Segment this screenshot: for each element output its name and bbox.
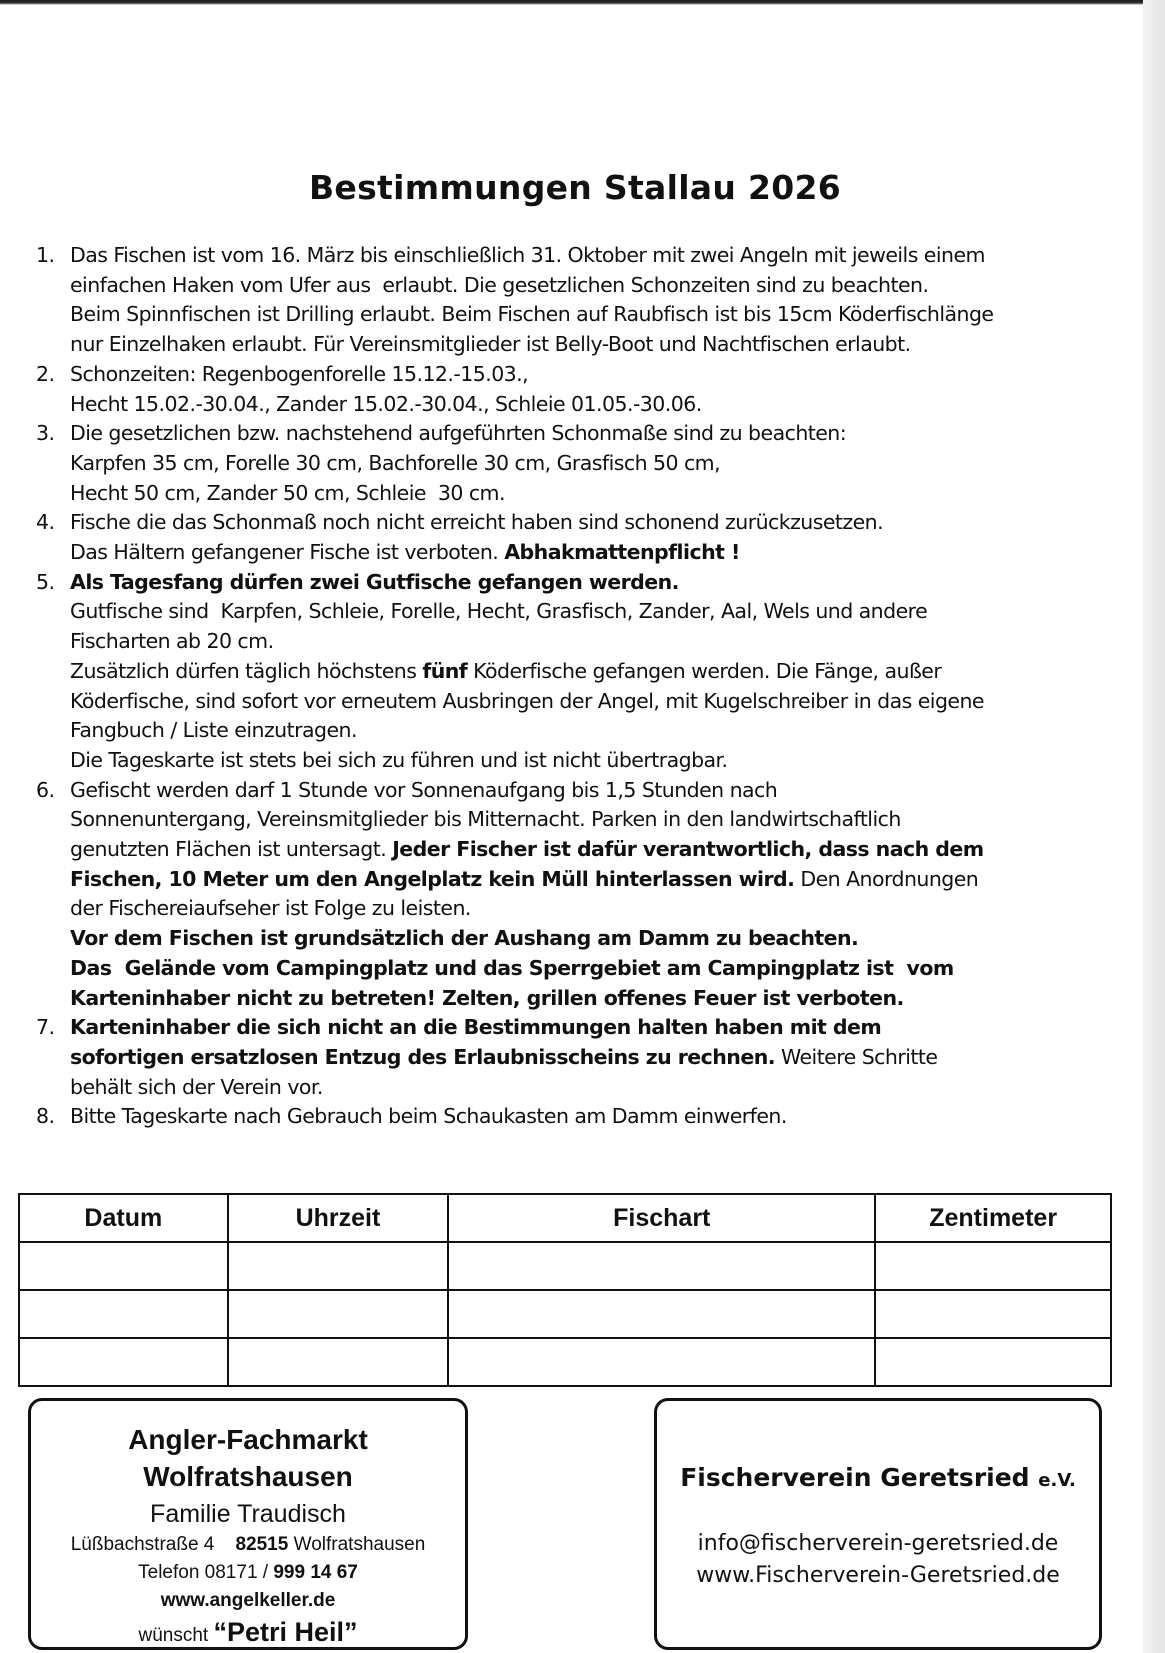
rule-segment: Die gesetzlichen bzw. nachstehend aufgeführten Schonmaße sind zu beachten: — [70, 421, 847, 446]
rule-emphasis: Karteninhaber nicht zu betreten! Zelten, grillen offenes Feuer ist verboten. — [70, 985, 904, 1010]
shop-wish-text: “Petri Heil” — [213, 1617, 358, 1647]
rule-line — [70, 805, 1126, 835]
rule-emphasis: Jeder Fischer ist dafür verantwortlich, dass nach dem — [392, 837, 984, 862]
club-website[interactable]: www.Fischerverein-Geretsried.de — [696, 1563, 1060, 1588]
club-name-line — [657, 1463, 1099, 1492]
rule-number: 5. — [36, 569, 55, 594]
rule-line — [70, 657, 1126, 687]
rule-line — [70, 568, 1126, 598]
header-uhrzeit: Uhrzeit — [228, 1194, 449, 1242]
rule-segment: Bitte Tageskarte nach Gebrauch beim Schaukasten am Damm einwerfen. — [70, 1104, 787, 1129]
rule-emphasis: Als Tagesfang dürfen zwei Gutfische gefangen werden. — [70, 569, 679, 594]
uhrzeit-cell[interactable] — [228, 1242, 449, 1290]
rule-line — [70, 627, 1126, 657]
datum-cell[interactable] — [19, 1338, 228, 1386]
fischart-cell[interactable] — [448, 1242, 875, 1290]
shop-wish — [31, 1615, 465, 1653]
rule-line — [70, 984, 1126, 1014]
club-contact — [657, 1528, 1099, 1592]
shop-street: Lüßbachstraße 4 — [70, 1534, 215, 1555]
rule-segment: Hecht 15.02.-30.04., Zander 15.02.-30.04., Schleie 01.05.-30.06. — [70, 391, 702, 416]
shop-name-line2: Wolfratshausen — [143, 1461, 353, 1492]
shop-city: Wolfratshausen — [293, 1534, 426, 1555]
rule-emphasis: fünf — [422, 658, 468, 683]
rule-line — [70, 479, 1126, 509]
shop-phone-prefix: Telefon 08171 / — [138, 1562, 274, 1583]
rule-segment: Beim Spinnfischen ist Drilling erlaubt. Beim Fischen auf Raubfisch ist bis 15cm Köderfischlänge — [70, 302, 994, 327]
shop-advert — [28, 1398, 468, 1650]
datum-cell[interactable] — [19, 1242, 228, 1290]
rule-emphasis: Abhakmattenpflicht ! — [504, 540, 740, 565]
rule-segment: behält sich der Verein vor. — [70, 1074, 323, 1099]
rule-item — [36, 241, 1126, 360]
rule-number: 1. — [36, 243, 55, 267]
rule-item — [36, 1102, 1126, 1132]
rule-line — [70, 687, 1126, 717]
rule-line — [70, 835, 1126, 865]
rule-segment: genutzten Flächen ist untersagt. — [70, 837, 393, 862]
rule-text — [70, 776, 1126, 1014]
table-header-row — [19, 1194, 1111, 1242]
rule-line — [70, 865, 1126, 895]
rule-line — [70, 716, 1126, 746]
rule-text — [70, 360, 1126, 419]
rule-segment: Fischarten ab 20 cm. — [70, 629, 274, 654]
rule-segment: Sonnenuntergang, Vereinsmitglieder bis Mitternacht. Parken in den landwirtschaftlich — [70, 807, 901, 832]
rule-segment: Köderfische gefangen werden. Die Fänge, außer — [467, 658, 942, 683]
header-fischart: Fischart — [448, 1194, 875, 1242]
datum-cell[interactable] — [19, 1290, 228, 1338]
rule-emphasis: Fischen, 10 Meter um den Angelplatz kein Müll hinterlassen wird. — [70, 866, 795, 891]
fischart-cell[interactable] — [448, 1290, 875, 1338]
rule-segment: Karpfen 35 cm, Forelle 30 cm, Bachforelle 30 cm, Grasfisch 50 cm, — [70, 450, 721, 475]
rule-segment: Den Anordnungen — [794, 866, 979, 891]
rule-emphasis: Vor dem Fischen ist grundsätzlich der Aushang am Damm zu beachten. — [70, 926, 859, 951]
zentimeter-cell[interactable] — [875, 1242, 1111, 1290]
rule-line — [70, 1102, 1126, 1132]
shop-phone — [31, 1559, 465, 1587]
rule-segment: Die Tageskarte ist stets bei sich zu führen und ist nicht übertragbar. — [70, 747, 728, 772]
rule-segment: der Fischereiaufseher ist Folge zu leisten. — [70, 896, 471, 921]
rule-item — [36, 776, 1126, 1014]
rule-line — [70, 300, 1126, 330]
rule-segment: Fangbuch / Liste einzutragen. — [70, 718, 357, 743]
rule-line — [70, 449, 1126, 479]
header-zentimeter: Zentimeter — [875, 1194, 1111, 1242]
rule-text — [70, 419, 1126, 508]
rule-emphasis: Das Gelände vom Campingplatz und das Sperrgebiet am Campingplatz ist vom — [70, 955, 954, 980]
rule-line — [70, 924, 1126, 954]
rule-number: 4. — [36, 510, 55, 535]
rule-line — [70, 954, 1126, 984]
zentimeter-cell[interactable] — [875, 1290, 1111, 1338]
shop-website[interactable]: www.angelkeller.de — [160, 1590, 336, 1611]
rule-text — [70, 241, 1126, 360]
rule-segment: Fische die das Schonmaß noch nicht erreicht haben sind schonend zurückzusetzen. — [70, 510, 884, 535]
uhrzeit-cell[interactable] — [228, 1338, 449, 1386]
rule-line — [70, 419, 1126, 449]
rule-number: 8. — [36, 1104, 55, 1129]
rule-line — [70, 508, 1126, 538]
rule-line — [70, 894, 1126, 924]
rule-number: 3. — [36, 421, 55, 446]
rule-number: 6. — [36, 777, 55, 802]
rule-segment: Weitere Schritte — [775, 1044, 938, 1069]
club-name: Fischerverein Geretsried — [680, 1463, 1030, 1492]
rule-text — [70, 1102, 1126, 1132]
rule-number: 7. — [36, 1015, 55, 1040]
club-email[interactable]: info@fischerverein-geretsried.de — [697, 1531, 1059, 1556]
rule-item — [36, 360, 1126, 419]
rules-list — [36, 241, 1126, 1132]
rule-line — [70, 330, 1126, 360]
header-datum: Datum — [19, 1194, 228, 1242]
rule-line — [70, 538, 1126, 568]
rule-segment: Hecht 50 cm, Zander 50 cm, Schleie 30 cm. — [70, 480, 505, 505]
rule-segment: einfachen Haken vom Ufer aus erlaubt. Die gesetzlichen Schonzeiten sind zu beachten. — [70, 272, 929, 297]
rule-segment: Zusätzlich dürfen täglich höchstens — [70, 658, 423, 683]
rule-line — [70, 390, 1126, 420]
fischart-cell[interactable] — [448, 1338, 875, 1386]
rule-segment: nur Einzelhaken erlaubt. Für Vereinsmitglieder ist Belly-Boot und Nachtfischen erlaubt. — [70, 332, 911, 357]
rule-segment: Das Hältern gefangener Fische ist verboten. — [70, 540, 505, 565]
shop-address — [31, 1531, 465, 1559]
shop-name-line1: Angler-Fachmarkt — [128, 1424, 368, 1455]
rule-text — [70, 568, 1126, 776]
rule-item — [36, 568, 1126, 776]
scan-right-edge — [1143, 0, 1165, 1653]
rule-line — [70, 271, 1126, 301]
rule-number: 2. — [36, 361, 55, 386]
uhrzeit-cell[interactable] — [228, 1290, 449, 1338]
rule-line — [70, 746, 1126, 776]
scan-top-edge — [0, 0, 1165, 5]
rule-line — [70, 1073, 1126, 1103]
rule-line — [70, 1013, 1126, 1043]
shop-wish-prefix: wünscht — [138, 1625, 214, 1646]
page-title: Bestimmungen Stallau 2026 — [308, 168, 842, 207]
rule-emphasis: Karteninhaber die sich nicht an die Bestimmungen halten haben mit dem — [70, 1015, 882, 1040]
rule-segment: Gutfische sind Karpfen, Schleie, Forelle, Hecht, Grasfisch, Zander, Aal, Wels und andere — [70, 599, 928, 624]
rule-segment: Gefischt werden darf 1 Stunde vor Sonnenaufgang bis 1,5 Stunden nach — [70, 777, 778, 802]
rule-line — [70, 241, 1126, 271]
rule-segment: Das Fischen ist vom 16. März bis einschließlich 31. Oktober mit zwei Angeln mit jeweils einem — [70, 243, 985, 267]
rule-line — [70, 776, 1126, 806]
table-row — [19, 1290, 1111, 1338]
club-info-box — [654, 1398, 1102, 1650]
rule-item — [36, 419, 1126, 508]
rule-text — [70, 1013, 1126, 1102]
rule-line — [70, 597, 1126, 627]
rule-segment: Schonzeiten: Regenbogenforelle 15.12.-15.03., — [70, 361, 529, 386]
rule-segment: Köderfische, sind sofort vor erneutem Ausbringen der Angel, mit Kugelschreiber in das eigene — [70, 688, 984, 713]
table-row — [19, 1338, 1111, 1386]
rule-line — [70, 1043, 1126, 1073]
rule-emphasis: sofortigen ersatzlosen Entzug des Erlaubnisscheins zu rechnen. — [70, 1044, 775, 1069]
catch-log-table — [18, 1193, 1112, 1387]
rule-text — [70, 508, 1126, 567]
rule-line — [70, 360, 1126, 390]
rule-item — [36, 508, 1126, 567]
zentimeter-cell[interactable] — [875, 1338, 1111, 1386]
shop-phone-number: 999 14 67 — [273, 1562, 358, 1583]
shop-family: Familie Traudisch — [150, 1500, 346, 1528]
table-row — [19, 1242, 1111, 1290]
club-suffix: e.V. — [1038, 1470, 1076, 1491]
rule-item — [36, 1013, 1126, 1102]
shop-zip: 82515 — [235, 1534, 289, 1555]
